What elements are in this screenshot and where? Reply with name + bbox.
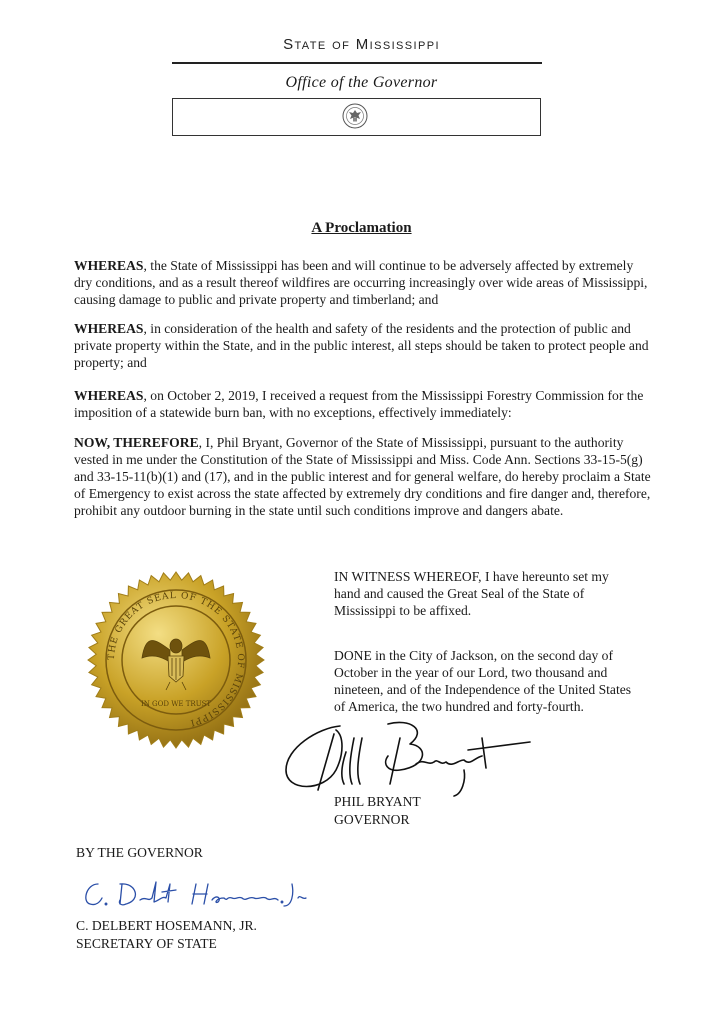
state-seal-icon (342, 103, 368, 129)
proclamation-title: A Proclamation (311, 220, 412, 236)
office-title: Office of the Governor (285, 74, 438, 91)
seal-motto: IN GOD WE TRUST (140, 700, 212, 708)
paragraph-text: , the State of Mississippi has been and will continue to be adversely affected by extremely dry conditions, and as a result thereof wildfires are occurring increasingly over wide areas of Mississippi, causing damage to public and private property and timberland; and (74, 258, 648, 307)
secretary-name: C. DELBERT HOSEMANN, JR. (76, 918, 257, 933)
paragraph-lead: WHEREAS (74, 388, 144, 403)
secretary-title: SECRETARY OF STATE (76, 936, 217, 951)
whereas-paragraph-3 (74, 387, 652, 421)
paragraph-lead: WHEREAS (74, 321, 144, 336)
paragraph-lead: NOW, THEREFORE (74, 435, 199, 450)
done-clause: DONE in the City of Jackson, on the second day of October in the year of our Lord, two thousand and nineteen, and of the Independence of the United States of America, the two hundred and forty-fourth. (334, 648, 632, 714)
header-rule (172, 62, 542, 64)
whereas-paragraph-2 (74, 320, 652, 371)
great-seal-icon (86, 570, 266, 750)
governor-name: PHIL BRYANT (334, 794, 421, 809)
paragraph-text: , on October 2, 2019, I received a request from the Mississippi Forestry Commission for the imposition of a statewide burn ban, with no exceptions, effectively immediately: (74, 388, 644, 420)
state-heading: State of Mississippi (283, 36, 440, 53)
paragraph-text: , I, Phil Bryant, Governor of the State of Mississippi, pursuant to the authority vested in me under the Constitution of the State of Mississippi and Miss. Code Ann. Sections 33-15-5(g) and 33-15-11(b)(1) and (17), and in the public interest and for general welfare, do hereby proclaim a State of Emergency to exist across the state affected by extremely dry conditions and fire danger and, therefore, prohibit any outdoor burning in the state until such conditions improve and dangers abate. (74, 435, 651, 518)
witness-clause: IN WITNESS WHEREOF, I have hereunto set my hand and caused the Great Seal of the State of Mississippi to be affixed. (334, 569, 609, 618)
now-therefore-paragraph (74, 434, 652, 519)
whereas-paragraph-1 (74, 257, 652, 308)
paragraph-text: , in consideration of the health and safety of the residents and the protection of public and private property within the State, and in the public interest, all steps should be taken to protect people and property; and (74, 321, 649, 370)
paragraph-lead: WHEREAS (74, 258, 144, 273)
governor-title: GOVERNOR (334, 812, 410, 827)
secretary-signature (76, 876, 316, 912)
seal-outer-text: THE GREAT SEAL OF THE STATE OF MISSISSIPPI (106, 590, 246, 728)
governor-signature (278, 708, 538, 804)
by-the-governor: BY THE GOVERNOR (76, 845, 203, 860)
